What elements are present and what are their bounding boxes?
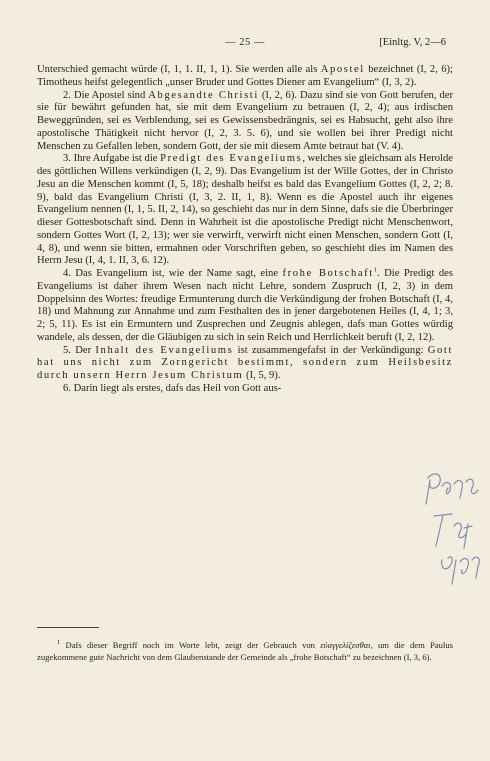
spaced-term-apostel: Apostel (320, 64, 365, 75)
paragraph-2-text-b: (I, 2, 6). Dazu sind sie von Gott berufen, der sie für bewährt gefunden hat, sie mit dem Evangelium zu betrauen (I, 2, 4); aus irdischen Beweggründen, sei es Verblendung, sei es Gewissensbedrängnis, sei es Habsucht, geht also ihre apostolische Thätigkeit nicht hervor (I, 2, 3. 5. 6), und sie wollen bei ihrer Predigt nicht Menschen zu Gefallen leben, sondern Gott, der sie mit diesem Amte betraut hat (V. 4). (37, 89, 453, 152)
paragraph-5-text-b: ist zusammengefafst in der Verkündigung: (237, 344, 424, 356)
paragraph-1-text-a: Unterschied gemacht würde (I, 1, 1. II, 1, 1). Sie werden alle als (37, 64, 318, 75)
spaced-term-abgesandte: Abgesandte Christi (148, 89, 259, 101)
paragraph-4-text-a: 4. Das Evangelium ist, wie der Name sagt, eine (63, 268, 279, 279)
paragraph-5-text-c: (I, 5, 9). (246, 370, 281, 381)
paragraph-1 (37, 64, 453, 90)
paragraph-4 (37, 268, 453, 345)
paragraph-2-text-a: 2. Die Apostel sind (63, 89, 146, 101)
spaced-term-frohe-botschaft: frohe Botschaft (282, 268, 374, 279)
paragraph-2 (37, 90, 453, 154)
page-header (0, 36, 490, 50)
spaced-term-inhalt: Inhalt des Evangeliums (95, 344, 234, 356)
footnote-text-b: , um die dem Paulus zugekommene gute Nachricht von dem Glaubenstande der Gemeinde als „frohe Botschaft“ zu bezeichnen (I, 3, 6). (37, 640, 453, 662)
paragraph-5 (37, 345, 453, 383)
paragraph-1-text-b: bezeichnet (I, 2, 6); Timotheus heifst gelegentlich „unser Bruder und Gottes Diener am Evangelium“ (I, 3, 2). (37, 64, 453, 88)
spaced-term-predigt: Predigt des Evangeliums (160, 153, 303, 165)
paragraph-5-text-a: 5. Der (63, 344, 92, 356)
paragraph-4-text-b: . Die Predigt des Evangeliums ist daher ihrem Wesen nach nicht Lehre, sondern Zuspruch (I, 2, 3) in dem Doppelsinn des Wortes: freudige Ermunterung durch die Verkündigung der frohen Botschaft (I, 4, 18) und Mahnung zur Annahme und zum Festhalten des in jener dargebotenen Heiles (I, 4, 1; 3, 2; 5, 11). Es ist ein Ermuntern und Zusprechen und Zeugnis ablegen, dafs man Gottes würdig wandele, als dessen, der die Gläubigen zu sich in sein Reich und Herrlichkeit beruft (I, 2, 12). (37, 268, 453, 343)
handwritten-scribble-icon (412, 468, 490, 594)
paragraph-6: 6. Darin liegt als erstes, dafs das Heil von Gott aus- (63, 382, 282, 394)
page-number: — 25 — (225, 37, 265, 48)
paragraph-3-text-b: , welches sie gleichsam als Herolde des göttlichen Willens verkündigen (I, 2, 9). Das Evangelium ist der Wille Gottes, der in Christo Jesu an die Menschen kommt (I, 5, 18); deshalb heifst es bald das Evangelium Gottes (I, 2, 2; 8. 9), bald das Evangelium Christi (I, 3, 2. II, 1, 8). Wenn es die Apostel auch ihr eigenes Evangelium nennen (I, 1, 5. II, 2, 14), so geschieht das nur in dem Sinne, dafs sie die Überbringer dieser Gottesbotschaft sind. Denn in Wahrheit ist die apostolische Predigt nicht Menschenwort, sondern Gottes Wort (I, 2, 13); wer sie verwirft, verwirft nicht einen Menschen, sondern Gott (I, 4, 8), und wenn sie bitten, ermahnen oder Vorschriften geben, so geschieht dies im Namen des Herrn Jesu (I, 4, 1. II, 3, 6. 12). (37, 153, 453, 267)
pencil-margin-annotation (412, 468, 490, 594)
footnote-reference: 1 (373, 266, 378, 274)
footnote-rule (37, 627, 99, 628)
paragraph-3 (37, 153, 453, 268)
footnote-text-a: Dafs dieser Begriff noch im Worte lebt, zeigt der Gebrauch von (65, 640, 315, 650)
paragraph-3-text-a: 3. Ihre Aufgabe ist die (63, 153, 158, 165)
footnote-mark: 1 (57, 639, 61, 647)
footnote-greek-word: εὐαγγελίζεσθαι (320, 640, 371, 650)
footnote (37, 640, 453, 663)
main-text (37, 64, 453, 396)
running-head: [Einltg. V, 2—6 (379, 37, 446, 48)
spaced-proclamation: Gott hat uns nicht zum Zorngericht bestimmt, sondern zum Heilsbesitz durch unsern Herrn Jesum Christum (37, 344, 453, 381)
